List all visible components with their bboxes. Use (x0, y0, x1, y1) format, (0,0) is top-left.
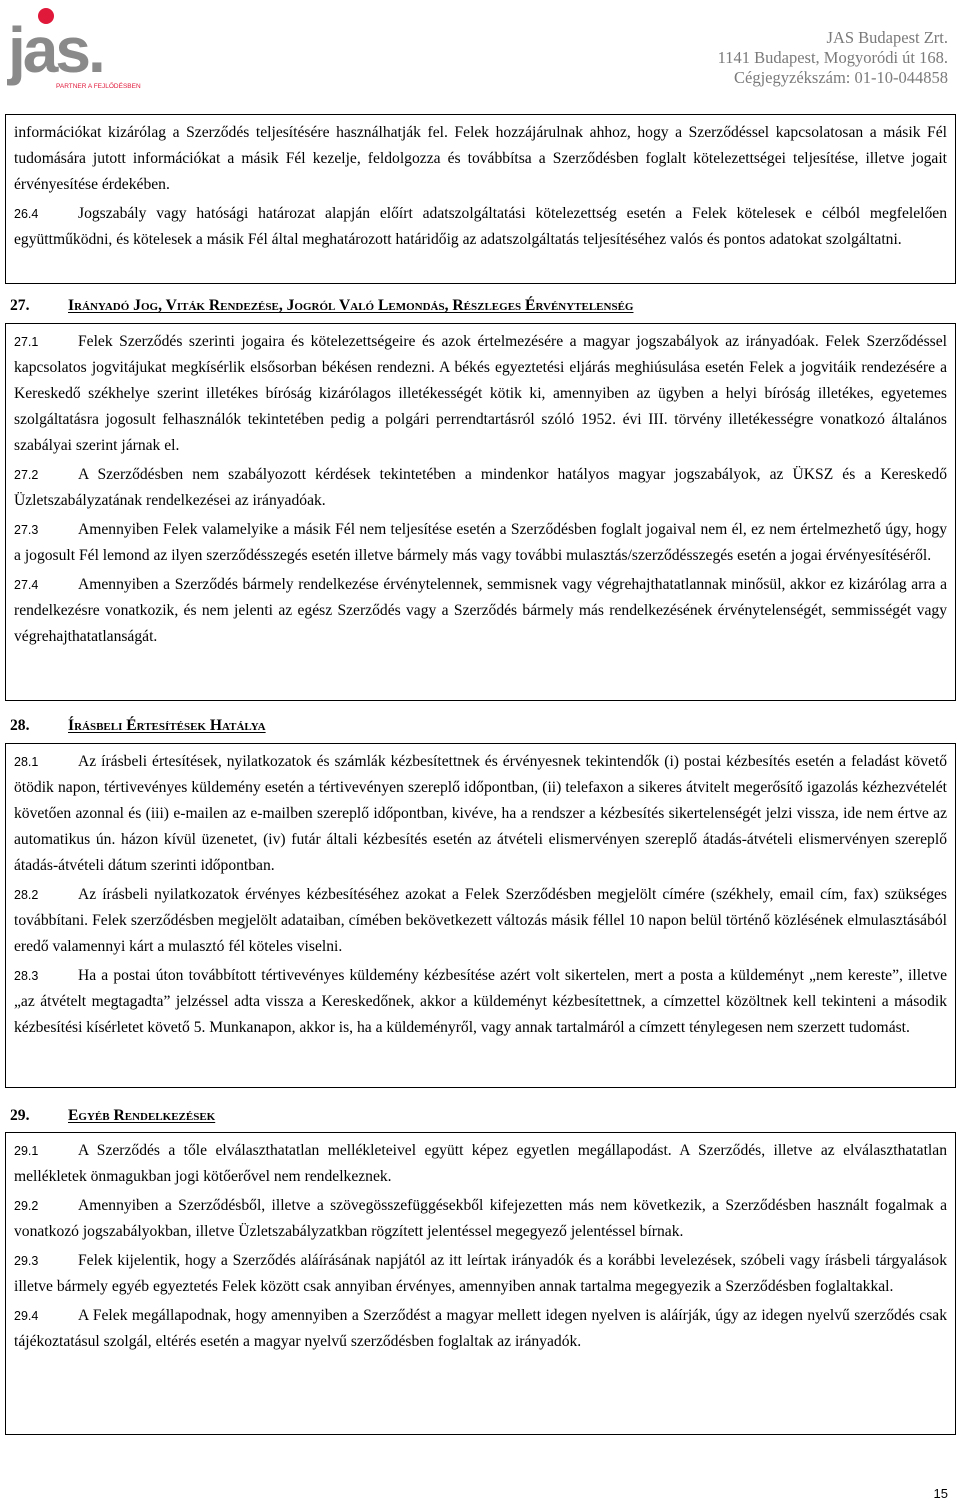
clause-number: 26.4 (14, 207, 39, 221)
section-heading-27 (10, 296, 633, 316)
logo-tagline: PARTNER A FEJLŐDÉSBEN (56, 83, 141, 90)
clause-number: 27.2 (14, 468, 39, 482)
paragraph-27-3 (14, 517, 947, 569)
logo-text: jas. (8, 14, 103, 86)
section-heading-28 (10, 716, 266, 736)
paragraph-28-3 (14, 963, 947, 1041)
clause-number: 29.2 (14, 1199, 39, 1213)
clause-text: Amennyiben a Szerződés bármely rendelkezése érvénytelennek, semmisnek vagy végrehajthatatlannak minősül, akkor ez kizárólag arra a rendelkezésre vonatkozik, és nem jelenti az egész Szerződés vagy a Szerződés bármely más rendelkezésének érvénytelenségét, semmisségét vagy végrehajthatatlanságát. (14, 576, 947, 645)
clause-text: Amennyiben Felek valamelyike a másik Fél nem teljesítése esetén a Szerződésben foglalt jogaival nem él, ez nem értelmezhető úgy, hogy a jogosult Fél lemond az ilyen szerződésszegés esetén illetve bármely más vagy további mulasztás/szerződésszegés esetén a jogai érvényesítéséről. (14, 521, 947, 564)
paragraph-29-3 (14, 1248, 947, 1300)
clause-text: Jogszabály vagy hatósági határozat alapján előírt adatszolgáltatási kötelezettség esetén a Felek kötelesek e célból megfelelően együttműködni, és kötelesek a másik Fél által meghatározott határidőig az adatszolgáltatás teljesítéséhez valós és pontos adatokat szolgáltatni. (14, 205, 947, 248)
paragraph-28-2 (14, 882, 947, 960)
section-28-body (5, 743, 956, 1088)
clause-text: Az írásbeli értesítések, nyilatkozatok és számlák kézbesítettnek és érvényesnek tekintendők (i) postai kézbesítés esetén a feladást követő ötödik napon, tértivevényes küldemény esetén a tértivevényen szereplő időpontban, (ii) telefaxon a sikeres átvitelt megerősítő igazolás kézhezvételét követően azonnal és (iii) e-mailen az e-mailben szereplő időpontban, kivéve, ha a rendszer a kézbesítés sikertelenségét jelzi vissza, ide nem értve az automatikus ún. házon kívül üzenetet, (iv) futár általi kézbesítés esetén az átvételi elismervényen szereplő átadás-átvételi elismervényen szereplő átadás-átvételi dátum szerinti időpontban. (14, 753, 947, 874)
clause-number: 27.1 (14, 335, 39, 349)
page-header (0, 0, 960, 112)
paragraph-29-1 (14, 1138, 947, 1190)
clause-text: Felek Szerződés szerinti jogaira és kötelezettségeire és azok értelmezésére a magyar jogszabályok az irányadóak. Felek Szerződéssel kapcsolatos jogvitájukat megkísérlik elsősorban békésen rendezni. A békés egyeztetési eljárás meghiúsulása esetén Felek a jogvitáik rendezésére a Kereskedő székhelye szerint illetékes bíróság kizárólagos illetékességét kötik ki, amennyiben az ügyben a helyi bíróság illetékes, egyetemes szolgáltatásra jogosult felhasználók tekintetében pedig a polgári perrendtartásról szóló 1952. évi III. törvény illetékességre vonatkozó általános szabályai szerint járnak el. (14, 333, 947, 454)
section-title: Egyéb Rendelkezések (68, 1107, 216, 1124)
section-heading-29 (10, 1106, 215, 1126)
clause-text: Felek kijelentik, hogy a Szerződés aláírásának napjától az itt leírtak irányadók és a korábbi levelezések, szóbeli vagy írásbeli tárgyalások illetve bármely egyéb egyeztetés Felek között csak annyiban érvényes, amennyiben annak tartalma megegyezik a Szerződésben foglaltakkal. (14, 1252, 947, 1295)
clause-number: 28.1 (14, 755, 39, 769)
paragraph-27-2 (14, 462, 947, 514)
clause-number: 28.2 (14, 888, 39, 902)
company-registration: Cégjegyzékszám: 01-10-044858 (734, 68, 948, 87)
paragraph-26-3-continuation: információkat kizárólag a Szerződés teljesítésére használhatják fel. Felek hozzájárulnak ahhoz, hogy a Szerződéssel kapcsolatosan a másik Fél tudomására jutott információkat a másik Fél kezelje, feldolgozza és továbbítsa a Szerződésben foglalt kötelezettségei teljesítése, illetve jogait érvényesítése érdekében. (14, 124, 947, 193)
section-26-continuation (5, 114, 956, 284)
clause-text: Ha a postai úton továbbított tértivevényes küldemény kézbesítése azért volt sikertelen, mert a posta a küldeményt „nem kereste”, illetve „az átvételt megtagadta” jelzéssel adta vissza a Kereskedőnek, akkor a küldeményt kézbesítettnek, a címzettel közöltnek kell tekinteni a második kézbesítési kísérletet követő 5. Munkanapon, akkor is, ha a küldeményről, vagy annak tartalmáról a címzett ténylegesen nem szerzett tudomást. (14, 967, 947, 1036)
jas-logo (6, 4, 146, 94)
clause-number: 27.4 (14, 578, 39, 592)
paragraph-27-4 (14, 572, 947, 650)
paragraph-29-2 (14, 1193, 947, 1245)
section-27-body (5, 323, 956, 701)
section-29-body (5, 1132, 956, 1435)
clause-text: Amennyiben a Szerződésből, illetve a szövegösszefüggésekből kifejezetten más nem következik, a Szerződésben használt fogalmak a vonatkozó jogszabályokban, illetve Üzletszabályzatkban rögzített jelentéssel megegyező jelentéssel bírnak. (14, 1197, 947, 1240)
clause-number: 29.3 (14, 1254, 39, 1268)
company-name: JAS Budapest Zrt. (826, 28, 948, 47)
paragraph-27-1 (14, 329, 947, 459)
section-number: 28. (10, 717, 30, 734)
section-number: 29. (10, 1107, 30, 1124)
paragraph-26-4 (14, 201, 947, 253)
clause-number: 29.1 (14, 1144, 39, 1158)
section-title: Irányadó Jog, Viták Rendezése, Jogról Való Lemondás, Részleges Érvénytelenség (68, 297, 634, 314)
clause-text: A Szerződésben nem szabályozott kérdések tekintetében a mindenkor hatályos magyar jogszabályok, az ÜKSZ és a Kereskedő Üzletszabályzatának rendelkezései az irányadóak. (14, 466, 947, 509)
clause-number: 28.3 (14, 969, 39, 983)
paragraph-29-4 (14, 1303, 947, 1355)
page-number: 15 (933, 1486, 948, 1501)
section-number: 27. (10, 297, 30, 314)
clause-text: A Felek megállapodnak, hogy amennyiben a Szerződést a magyar mellett idegen nyelven is aláírják, úgy az idegen nyelvű szerződés csak tájékoztatásul szolgál, eltérés esetén a magyar nyelvű szerződésben foglaltak az irányadók. (14, 1307, 947, 1350)
section-title: Írásbeli Értesítések Hatálya (68, 717, 266, 734)
clause-number: 27.3 (14, 523, 39, 537)
company-address: 1141 Budapest, Mogyoródi út 168. (717, 48, 948, 67)
clause-number: 29.4 (14, 1309, 39, 1323)
company-info (718, 28, 948, 88)
paragraph-28-1 (14, 749, 947, 879)
clause-text: A Szerződés a tőle elválaszthatatlan mellékleteivel együtt képez egyetlen megállapodást. A Szerződés, illetve az elválaszthatatlan mellékletek önmagukban jogi kötőerővel nem rendelkeznek. (14, 1142, 947, 1185)
clause-text: Az írásbeli nyilatkozatok érvényes kézbesítéséhez azokat a Felek Szerződésben megjelölt címére (székhely, email cím, fax) szükséges továbbítani. Felek szerződésben megjelölt adataiban, címében bekövetkezett változás másik féllel 10 napon belül történő közlésének elmulasztásából eredő valamennyi kárt a mulasztó fél köteles viselni. (14, 886, 947, 955)
